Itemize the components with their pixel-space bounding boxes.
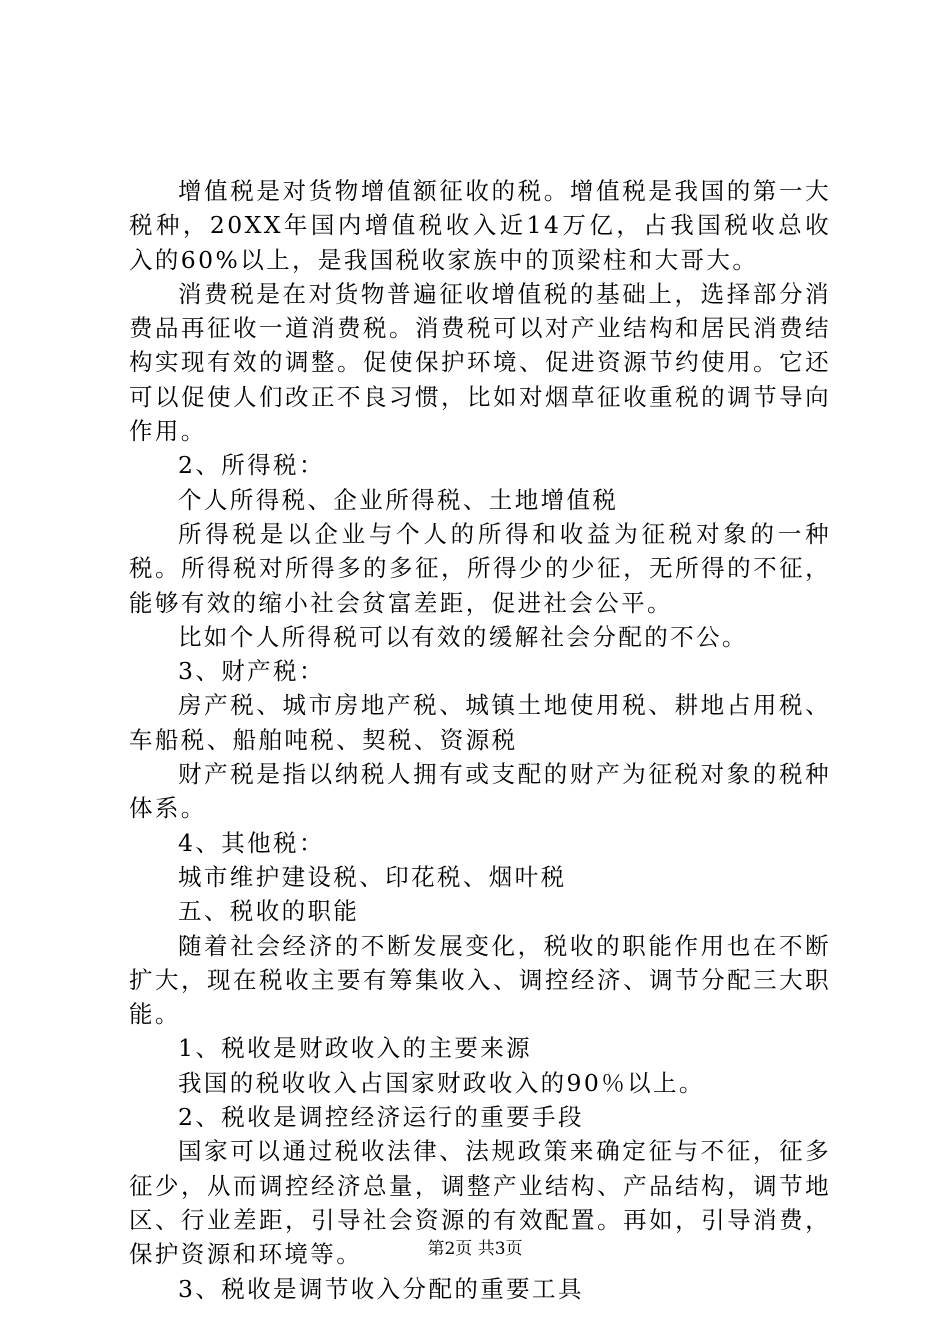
heading-function-distribution: 3、税收是调节收入分配的重要工具	[178, 1274, 584, 1303]
paragraph-tax-functions-desc: 随着社会经济的不断发展变化，税收的职能作用也在不断扩大，现在税收主要有筹集收入、调控经济、调节分配三大职能。	[129, 931, 831, 1029]
paragraph-income-tax-desc: 所得税是以企业与个人的所得和收益为征税对象的一种税。所得税对所得多的多征，所得少的少征，无所得的不征，能够有效的缩小社会贫富差距，促进社会公平。	[129, 519, 831, 617]
paragraph-function-regulation-desc: 国家可以通过税收法律、法规政策来确定征与不征，征多征少，从而调控经济总量，调整产业结构、产品结构，调节地区、行业差距，引导社会资源的有效配置。再如，引导消费，保护资源和环境等。	[129, 1137, 831, 1269]
paragraph-property-tax-list: 房产税、城市房地产税、城镇土地使用税、耕地占用税、车船税、船舶吨税、契税、资源税	[129, 691, 831, 754]
page-footer: 第2页 共3页	[427, 1239, 523, 1259]
paragraph-consumption-tax: 消费税是在对货物普遍征收增值税的基础上，选择部分消费品再征收一道消费税。消费税可以对产业结构和居民消费结构实现有效的调整。促使保护环境、促进资源节约使用。它还可以促使人们改正不良习惯，比如对烟草征收重税的调节导向作用。	[129, 279, 831, 446]
paragraph-income-tax-list: 个人所得税、企业所得税、土地增值税	[178, 485, 619, 514]
paragraph-other-tax-list: 城市维护建设税、印花税、烟叶税	[178, 862, 567, 891]
heading-property-tax: 3、财产税：	[178, 657, 325, 686]
heading-other-tax: 4、其他税：	[178, 828, 325, 857]
paragraph-income-tax-example: 比如个人所得税可以有效的缓解社会分配的不公。	[178, 622, 748, 651]
paragraph-function-revenue-desc: 我国的税收收入占国家财政收入的90％以上。	[178, 1068, 705, 1097]
heading-income-tax: 2、所得税：	[178, 451, 325, 480]
paragraph-vat: 增值税是对货物增值额征收的税。增值税是我国的第一大税种，20XX年国内增值税收入近14万亿，占我国税收总收入的60%以上，是我国税收家族中的顶梁柱和大哥大。	[129, 177, 831, 274]
document-body	[129, 174, 831, 1306]
heading-function-revenue: 1、税收是财政收入的主要来源	[178, 1034, 533, 1063]
heading-function-regulation: 2、税收是调控经济运行的重要手段	[178, 1103, 584, 1132]
heading-tax-functions: 五、税收的职能	[178, 897, 360, 926]
paragraph-property-tax-desc: 财产税是指以纳税人拥有或支配的财产为征税对象的税种体系。	[129, 760, 831, 823]
